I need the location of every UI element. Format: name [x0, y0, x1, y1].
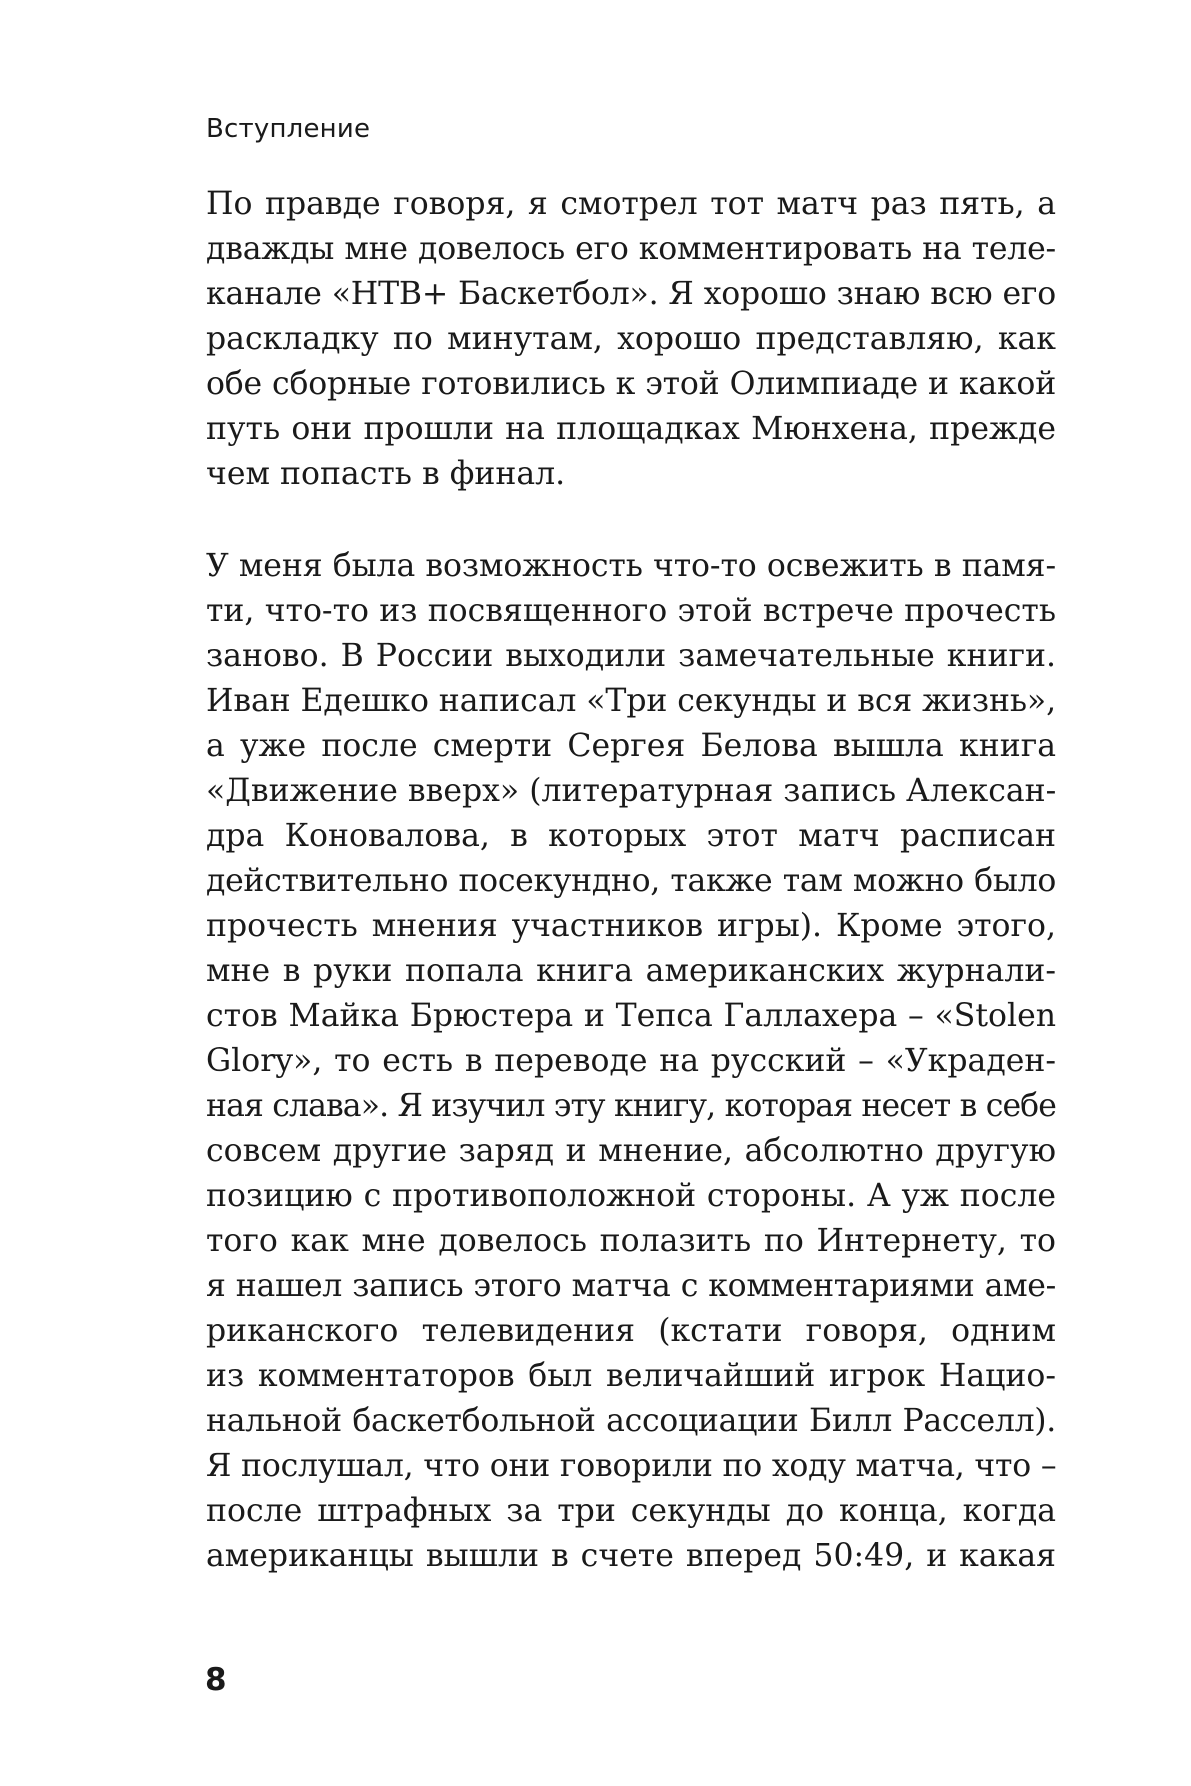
text-line: прочесть мнения участников игры). Кроме этого, — [206, 908, 1056, 944]
text-line: из комментаторов был величайший игрок Нацио- — [206, 1358, 1056, 1394]
text-line: после штрафных за три секунды до конца, когда — [206, 1493, 1056, 1529]
paragraph-2 — [206, 544, 1056, 1579]
running-head: Вступление — [206, 114, 371, 144]
text-line: мне в руки попала книга американских журнали- — [206, 953, 1056, 989]
text-line: обе сборные готовились к этой Олимпиаде и какой — [206, 366, 1056, 402]
text-line: раскладку по минутам, хорошо представляю, как — [206, 321, 1056, 357]
text-line: стов Майка Брюстера и Тепса Галлахера – «Stolen — [206, 998, 1056, 1034]
text-line: того как мне довелось полазить по Интернету, то — [206, 1223, 1056, 1259]
text-line: ти, что-то из посвященного этой встрече прочесть — [206, 593, 1056, 629]
text-line: ная слава». Я изучил эту книгу, которая несет в себе — [206, 1088, 1056, 1124]
text-line: нальной баскетбольной ассоциации Билл Расселл). — [206, 1403, 1056, 1439]
text-line: канале «НТВ+ Баскетбол». Я хорошо знаю всю его — [206, 276, 1056, 312]
text-line: По правде говоря, я смотрел тот матч раз пять, а — [206, 186, 1056, 222]
text-line: американцы вышли в счете вперед 50:49, и какая — [206, 1538, 1056, 1574]
text-line: чем попасть в финал. — [206, 456, 566, 492]
text-line: действительно посекундно, также там можно было — [206, 863, 1056, 899]
text-line: совсем другие заряд и мнение, абсолютно другую — [206, 1133, 1056, 1169]
paragraph-1 — [206, 182, 1056, 497]
text-line: путь они прошли на площадках Мюнхена, прежде — [206, 411, 1056, 447]
text-line: риканского телевидения (кстати говоря, одним — [206, 1313, 1056, 1349]
text-line: Glory», то есть в переводе на русский – «Украден- — [206, 1043, 1056, 1079]
text-line: Я послушал, что они говорили по ходу матча, что – — [206, 1448, 1057, 1484]
text-line: я нашел запись этого матча с комментариями аме- — [206, 1268, 1056, 1304]
text-line: У меня была возможность что-то освежить в памя- — [206, 548, 1056, 584]
text-line: «Движение вверх» (литературная запись Алексан- — [206, 773, 1057, 809]
text-line: дважды мне довелось его комментировать на теле- — [206, 231, 1056, 267]
text-line: позицию с противоположной стороны. А уж после — [206, 1178, 1056, 1214]
text-line: а уже после смерти Сергея Белова вышла книга — [206, 728, 1056, 764]
text-line: заново. В России выходили замечательные книги. — [206, 638, 1056, 674]
text-line: дра Коновалова, в которых этот матч расписан — [206, 818, 1056, 854]
text-line: Иван Едешко написал «Три секунды и вся жизнь», — [206, 683, 1056, 719]
page-number: 8 — [205, 1662, 227, 1698]
